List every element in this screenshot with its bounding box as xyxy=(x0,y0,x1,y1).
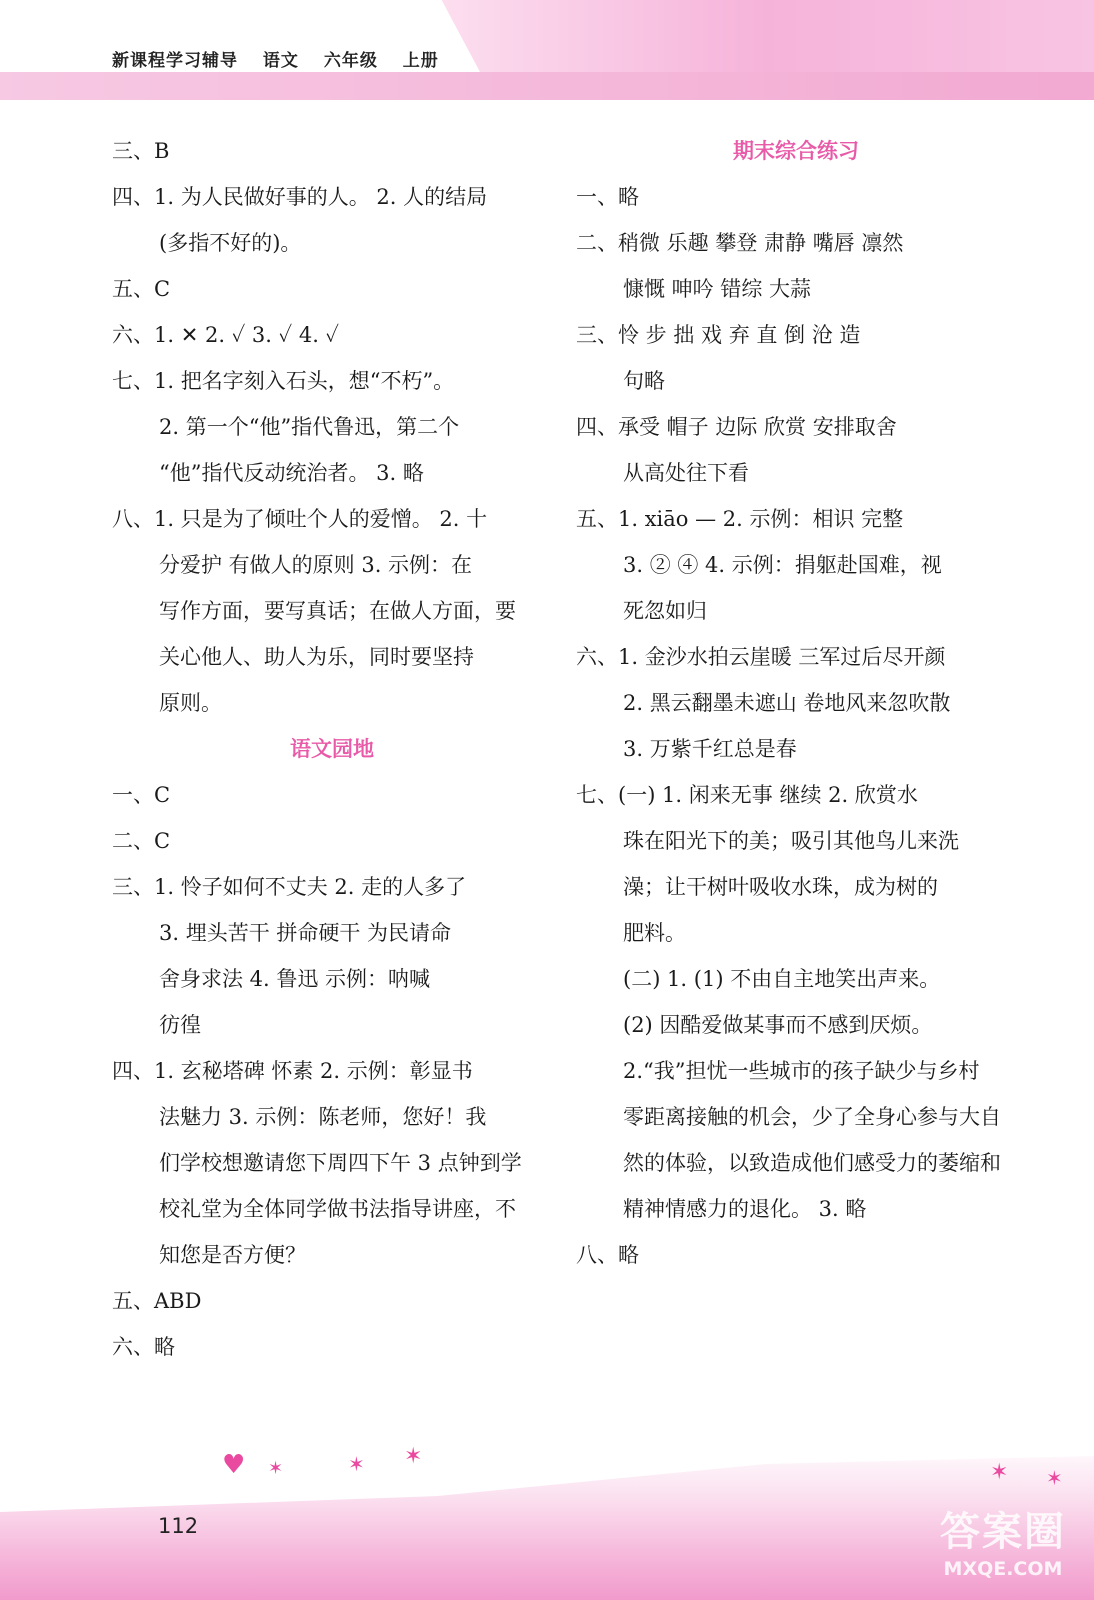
star-icon: ✶ xyxy=(268,1458,284,1479)
answer-line-continued: 句略 xyxy=(623,369,665,393)
answer-line-continued: 2. 第一个“他”指代鲁迅，第二个 xyxy=(159,415,460,439)
section-title: 语文园地 xyxy=(290,737,374,761)
watermark-logo xyxy=(918,1508,1088,1590)
answer-line-continued: (多指不好的)。 xyxy=(159,231,302,255)
star-icon: ✶ xyxy=(1046,1466,1063,1490)
answer-line-continued: “他”指代反动统治者。 3. 略 xyxy=(159,461,424,485)
answer-line: 五、ABD xyxy=(112,1289,202,1313)
answer-line: 二、稍微 乐趣 攀登 肃静 嘴唇 凛然 xyxy=(576,231,904,255)
answer-line-continued: 从高处往下看 xyxy=(623,461,749,485)
answer-line-continued: 关心他人、助人为乐，同时要坚持 xyxy=(159,645,474,669)
watermark-sub: MXQE.COM xyxy=(943,1558,1063,1580)
answer-line-continued: 珠在阳光下的美；吸引其他鸟儿来洗 xyxy=(623,829,959,853)
answer-line-continued: 彷徨 xyxy=(159,1013,201,1037)
answer-line-continued: 知您是否方便？ xyxy=(159,1243,306,1267)
answer-line: 八、1. 只是为了倾吐个人的爱憎。 2. 十 xyxy=(112,507,488,531)
answer-line: 六、1. ✕ 2. ✓ 3. ✓ 4. ✓ xyxy=(112,323,340,347)
star-icon: ✶ xyxy=(348,1452,365,1476)
answer-line-continued: 2.“我”担忧一些城市的孩子缺少与乡村 xyxy=(623,1059,980,1083)
answer-line: 四、1. 为人民做好事的人。 2. 人的结局 xyxy=(112,185,488,209)
answer-line-continued: 慷慨 呻吟 错综 大蒜 xyxy=(623,277,812,301)
header-stripe xyxy=(0,72,1094,100)
answer-line-continued: 零距离接触的机会，少了全身心参与大自 xyxy=(623,1105,1001,1129)
answer-column-left xyxy=(112,128,552,1370)
answer-line-continued: 们学校想邀请您下周四下午 3 点钟到学 xyxy=(159,1151,522,1175)
answer-line: 三、B xyxy=(112,139,170,163)
answer-line: 六、略 xyxy=(112,1335,175,1359)
answer-line: 二、C xyxy=(112,829,171,853)
answer-line-continued: 澡；让干树叶吸收水珠，成为树的 xyxy=(623,875,938,899)
answer-line-continued: 3. 万紫千红总是春 xyxy=(623,737,797,761)
answer-line: 六、1. 金沙水拍云崖暖 三军过后尽开颜 xyxy=(576,645,946,669)
answer-line-continued: 写作方面，要写真话；在做人方面，要 xyxy=(159,599,516,623)
star-icon: ✶ xyxy=(990,1460,1009,1485)
answer-line-continued: 原则。 xyxy=(159,691,222,715)
answer-line-continued: (2) 因酷爱做某事而不感到厌烦。 xyxy=(623,1013,933,1037)
answer-line-continued: 3. 埋头苦干 拼命硬干 为民请命 xyxy=(159,921,452,945)
answer-line: 七、(一) 1. 闲来无事 继续 2. 欣赏水 xyxy=(576,783,918,807)
header-grade: 六年级 xyxy=(323,51,378,71)
section-title: 期末综合练习 xyxy=(733,139,859,163)
answer-line-continued: 2. 黑云翻墨未遮山 卷地风来忽吹散 xyxy=(623,691,951,715)
answer-line-continued: 肥料。 xyxy=(623,921,686,945)
answer-line-continued: 死忽如归 xyxy=(623,599,707,623)
watermark-main: 答案圈 xyxy=(940,1509,1066,1555)
answer-line-continued: 舍身求法 4. 鲁迅 示例：呐喊 xyxy=(159,967,431,991)
answer-line: 五、C xyxy=(112,277,171,301)
answer-column-right xyxy=(576,128,1016,1278)
answer-line: 一、略 xyxy=(576,185,639,209)
star-icon: ✶ xyxy=(404,1444,423,1469)
answer-line-continued: 校礼堂为全体同学做书法指导讲座，不 xyxy=(159,1197,516,1221)
answer-line-continued: 分爱护 有做人的原则 3. 示例：在 xyxy=(159,553,473,577)
answer-line-continued: (二) 1. (1) 不由自主地笑出声来。 xyxy=(623,967,941,991)
answer-line-continued: 3. ② ④ 4. 示例：捐躯赴国难，视 xyxy=(623,553,942,577)
running-header xyxy=(112,46,457,71)
answer-line: 一、C xyxy=(112,783,171,807)
header-subject: 语文 xyxy=(262,51,299,71)
answer-line: 四、1. 玄秘塔碑 怀素 2. 示例：彰显书 xyxy=(112,1059,473,1083)
answer-line: 三、1. 怜子如何不丈夫 2. 走的人多了 xyxy=(112,875,467,899)
answer-line-continued: 然的体验，以致造成他们感受力的萎缩和 xyxy=(623,1151,1001,1175)
answer-line-continued: 法魅力 3. 示例：陈老师，您好！我 xyxy=(159,1105,487,1129)
answer-line-continued: 精神情感力的退化。 3. 略 xyxy=(623,1197,867,1221)
answer-line: 三、怜 步 拙 戏 弃 直 倒 沧 造 xyxy=(576,323,861,347)
answer-line: 五、1. xiāo — 2. 示例：相识 完整 xyxy=(576,507,904,531)
answer-line: 八、略 xyxy=(576,1243,639,1267)
heart-icon: ♥ xyxy=(222,1450,246,1480)
answer-line: 七、1. 把名字刻入石头，想“不朽”。 xyxy=(112,369,455,393)
header-volume: 上册 xyxy=(402,51,439,71)
answer-line: 四、承受 帽子 边际 欣赏 安排取舍 xyxy=(576,415,897,439)
page-number: 112 xyxy=(158,1514,199,1538)
header-series: 新课程学习辅导 xyxy=(112,51,238,71)
